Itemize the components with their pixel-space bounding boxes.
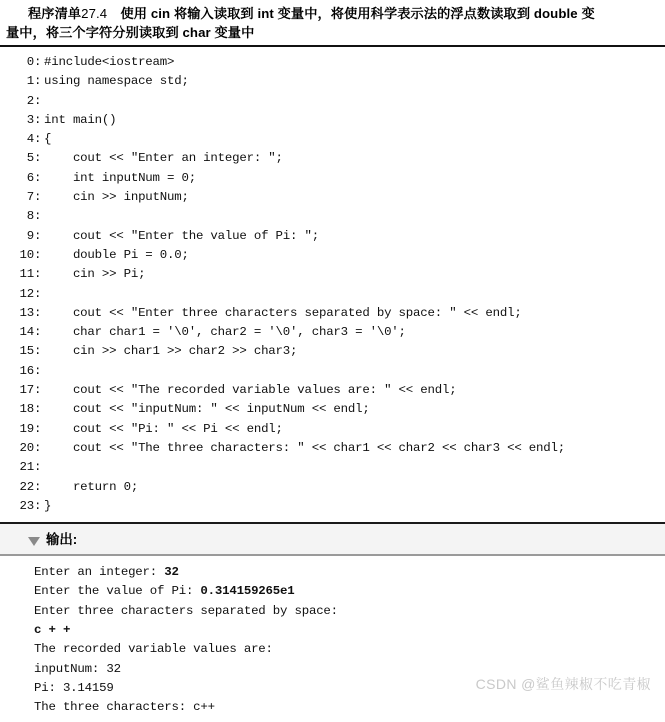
code-line xyxy=(0,207,665,226)
output-line xyxy=(0,582,665,601)
code-line-number: 8 xyxy=(26,209,34,224)
code-line-number: 9 xyxy=(26,228,34,243)
triangle-down-icon[interactable] xyxy=(28,537,40,546)
code-line xyxy=(0,362,665,381)
code-line-number: 18 xyxy=(19,402,34,417)
code-line-number: 5 xyxy=(26,151,34,166)
code-line-number: 22 xyxy=(19,479,34,494)
code-line xyxy=(0,304,665,323)
code-line-source: cout << "Enter an integer: "; xyxy=(44,151,283,166)
code-line-source: } xyxy=(44,498,52,513)
caption-line1-rest: 使用 cin 将输入读取到 int 变量中，将使用科学表示法的浮点数读取到 double 变 xyxy=(107,6,595,21)
listing-caption xyxy=(0,0,665,44)
code-line-colon: : xyxy=(34,286,42,301)
code-line-source: cin >> inputNum; xyxy=(44,190,189,205)
code-line-source: cin >> Pi; xyxy=(44,267,146,282)
code-line xyxy=(0,227,665,246)
code-line-source: #include<iostream> xyxy=(44,55,175,69)
output-line-text: inputNum: 32 xyxy=(34,661,121,676)
listing-caption-line-1 xyxy=(6,4,663,23)
code-line-colon: : xyxy=(34,383,42,398)
listing-caption-line-2: 量中，将三个字符分别读取到 char 变量中 xyxy=(6,25,255,40)
code-line-number: 21 xyxy=(19,460,34,475)
code-line xyxy=(0,149,665,168)
code-line-source: int main() xyxy=(44,112,117,127)
code-line-colon: : xyxy=(34,132,42,147)
code-line-number: 11 xyxy=(19,267,34,282)
code-line-number: 17 xyxy=(19,383,34,398)
code-line-colon: : xyxy=(34,55,42,69)
code-line-source: cout << "The recorded variable values are: " << endl; xyxy=(44,383,457,398)
output-console xyxy=(0,556,665,721)
code-line-source: cout << "Enter three characters separated by space: " << endl; xyxy=(44,305,522,320)
code-line-colon: : xyxy=(34,440,42,455)
code-line xyxy=(0,265,665,284)
code-line xyxy=(0,169,665,188)
code-line xyxy=(0,285,665,304)
code-line-colon: : xyxy=(34,479,42,494)
code-line-number: 16 xyxy=(19,363,34,378)
code-line-colon: : xyxy=(34,247,42,262)
code-listing xyxy=(0,47,665,522)
output-line-user-input: c + + xyxy=(34,623,71,638)
csdn-watermark: CSDN @鲨鱼辣椒不吃青椒 xyxy=(475,676,651,692)
code-line-number: 1 xyxy=(26,74,34,89)
output-line xyxy=(0,640,665,659)
code-line-number: 3 xyxy=(26,112,34,127)
code-line-source: { xyxy=(44,132,52,147)
output-section-header[interactable] xyxy=(0,531,665,549)
code-line-number: 19 xyxy=(19,421,34,436)
code-line xyxy=(0,478,665,497)
output-line-user-input: 0.314159265e1 xyxy=(200,584,295,599)
code-line-source: using namespace std; xyxy=(44,74,189,89)
code-line-source: char char1 = '\0', char2 = '\0', char3 = '\0'; xyxy=(44,325,406,340)
code-line-source: int inputNum = 0; xyxy=(44,170,196,185)
caption-number: 27.4 xyxy=(81,6,108,21)
code-line-source: cout << "The three characters: " << char1 << char2 << char3 << endl; xyxy=(44,440,565,455)
code-line-number: 6 xyxy=(26,170,34,185)
output-line xyxy=(0,698,665,717)
output-line xyxy=(0,621,665,640)
output-line-text: Enter an integer: xyxy=(34,565,165,580)
code-line-colon: : xyxy=(34,305,42,320)
code-line xyxy=(0,323,665,342)
output-heading-label: 输出: xyxy=(46,532,78,548)
code-line xyxy=(0,439,665,458)
caption-prefix: 程序清单 xyxy=(28,6,82,21)
output-line-text: Pi: 3.14159 xyxy=(34,680,114,695)
code-line xyxy=(0,111,665,130)
code-line xyxy=(0,92,665,111)
code-line-colon: : xyxy=(34,209,42,224)
code-line-colon: : xyxy=(34,170,42,185)
output-line xyxy=(0,602,665,621)
code-line-colon: : xyxy=(34,74,42,89)
code-line-colon: : xyxy=(34,112,42,127)
code-line-colon: : xyxy=(34,460,42,475)
code-line-colon: : xyxy=(34,228,42,243)
code-line-number: 4 xyxy=(26,132,34,147)
code-line-source: cin >> char1 >> char2 >> char3; xyxy=(44,344,298,359)
code-line-colon: : xyxy=(34,402,42,417)
code-line-number: 15 xyxy=(19,344,34,359)
output-line-text: Enter the value of Pi: xyxy=(34,584,201,599)
code-line xyxy=(0,497,665,516)
code-line xyxy=(0,342,665,361)
code-line-colon: : xyxy=(34,344,42,359)
code-line-number: 7 xyxy=(26,190,34,205)
code-line-number: 23 xyxy=(19,498,34,513)
code-line-number: 20 xyxy=(19,440,34,455)
code-line-number: 0 xyxy=(26,55,34,69)
code-line-number: 14 xyxy=(19,325,34,340)
output-line-user-input: 32 xyxy=(164,565,179,580)
code-line-source: cout << "Pi: " << Pi << endl; xyxy=(44,421,283,436)
code-line-colon: : xyxy=(34,421,42,436)
code-line xyxy=(0,246,665,265)
code-line-colon: : xyxy=(34,498,42,513)
code-line xyxy=(0,400,665,419)
code-line-colon: : xyxy=(34,190,42,205)
output-line-text: The recorded variable values are: xyxy=(34,642,273,657)
code-line-source: cout << "Enter the value of Pi: "; xyxy=(44,228,319,243)
code-line-source: cout << "inputNum: " << inputNum << endl; xyxy=(44,402,370,417)
code-line xyxy=(0,420,665,439)
code-line-source: double Pi = 0.0; xyxy=(44,247,189,262)
code-line xyxy=(0,53,665,72)
code-line xyxy=(0,381,665,400)
code-line-colon: : xyxy=(34,267,42,282)
code-line xyxy=(0,130,665,149)
code-lines-container xyxy=(0,53,665,516)
code-line xyxy=(0,458,665,477)
code-line-number: 10 xyxy=(19,247,34,262)
code-line xyxy=(0,72,665,91)
code-line-colon: : xyxy=(34,325,42,340)
code-line-colon: : xyxy=(34,151,42,166)
output-header-band xyxy=(0,524,665,554)
output-line-text: The three characters: c++ xyxy=(34,700,215,715)
output-line xyxy=(0,563,665,582)
code-line-number: 13 xyxy=(19,305,34,320)
code-line-colon: : xyxy=(34,363,42,378)
code-line xyxy=(0,188,665,207)
code-line-number: 12 xyxy=(19,286,34,301)
code-line-source: return 0; xyxy=(44,479,139,494)
code-line-colon: : xyxy=(34,93,42,108)
code-line-number: 2 xyxy=(26,93,34,108)
output-line-text: Enter three characters separated by space: xyxy=(34,603,338,618)
output-lines-container xyxy=(0,563,665,717)
